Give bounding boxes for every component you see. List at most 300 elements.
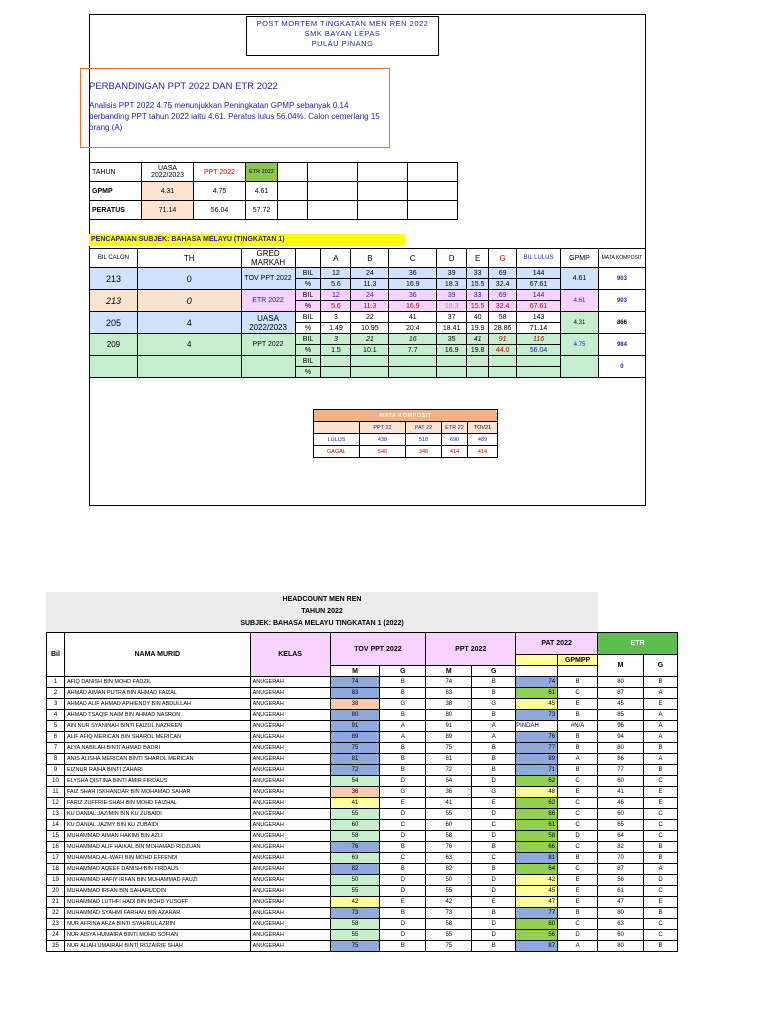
etr-grade: A — [643, 688, 677, 699]
gpmp: 4.61 — [561, 290, 599, 312]
tov-mark: 38 — [330, 699, 380, 710]
row-bil: 5 — [47, 721, 65, 732]
tov-grade: E — [380, 798, 426, 809]
pat-mark: 61 — [516, 820, 558, 831]
ppt-grade: B — [472, 677, 516, 688]
ppt-grade: D — [472, 875, 516, 886]
val: 16 — [389, 334, 437, 345]
row-bil: 24 — [47, 930, 65, 941]
pat-mark: 60 — [516, 919, 558, 930]
val: 1.5 — [321, 345, 351, 356]
ppt-grade: B — [472, 941, 516, 952]
pat-mark: 58 — [516, 831, 558, 842]
row-bil: 18 — [47, 864, 65, 875]
student-row — [47, 776, 678, 787]
val: 18.41 — [437, 323, 467, 334]
val: 16.9 — [437, 345, 467, 356]
mata-komposit: 903 — [598, 290, 645, 312]
val: 12 — [321, 290, 351, 301]
h-etr: ETR — [598, 633, 678, 655]
mata-komposit: 866 — [598, 312, 645, 334]
pat-mark: 45 — [516, 886, 558, 897]
h-kelas: KELAS — [250, 633, 330, 677]
mk-col: PPT 22 — [360, 422, 406, 434]
tov-mark: 80 — [330, 710, 380, 721]
gred-label: PPT 2022 — [241, 334, 295, 356]
student-name: NUR ALIAH UMAIRAH BINTI ROZAIRIE SHAH — [64, 941, 250, 952]
gpmp: 4.61 — [561, 268, 599, 290]
pat-grade: C — [558, 798, 598, 809]
val: 24 — [351, 268, 389, 279]
col-header: C — [389, 249, 437, 268]
ppt-grade: D — [472, 831, 516, 842]
pat-grade: A — [558, 754, 598, 765]
pat-grade: C — [558, 842, 598, 853]
val: 21 — [351, 334, 389, 345]
student-name: KU DANIAL JAZIMIN BIN KU ZUBAIDI — [64, 809, 250, 820]
student-row — [47, 809, 678, 820]
col-header: GPMP — [561, 249, 599, 268]
pat-grade: B — [558, 743, 598, 754]
row-bil: 1 — [47, 677, 65, 688]
student-row — [47, 721, 678, 732]
val: 32.4 — [489, 279, 517, 290]
ppt-mark: 54 — [426, 776, 472, 787]
student-name: ALYA NABILAH BINTI AHMAD BADRI — [64, 743, 250, 754]
tov-grade: B — [380, 743, 426, 754]
tov-mark: 63 — [330, 853, 380, 864]
h-g: G — [472, 666, 516, 677]
col-header: BIL LULUS — [517, 249, 561, 268]
student-name: FARIZ ZUFFRIE SHAH BIN MOHD FAIZHAL — [64, 798, 250, 809]
val: 40 — [467, 312, 489, 323]
etr-mark: 70 — [598, 853, 644, 864]
student-name: NUR AFRINA AFZA BINTI SYAHRUL AZRIN — [64, 919, 250, 930]
pat-grade: C — [558, 919, 598, 930]
row-bil: 3 — [47, 699, 65, 710]
student-name: AHMAD AIMAN PUTRA BIN AHMAD FAIZAL — [64, 688, 250, 699]
student-row — [47, 853, 678, 864]
h-g: G — [643, 655, 677, 677]
tov-grade: D — [380, 886, 426, 897]
ppt-mark: 55 — [426, 809, 472, 820]
summary-cell: 57.72 — [246, 201, 278, 220]
student-row — [47, 820, 678, 831]
etr-grade: C — [643, 919, 677, 930]
perbandingan-body: Analisis PPT 2022 4.75 menunjukkan Peningkatan GPMP sebanyak 0.14 berbanding PPT tahun 2022 iaitu 4.61. Peratus lulus 56.04%. Calon cemerlang 15 orang (A) — [89, 101, 380, 132]
mk-val: 414 — [468, 446, 498, 458]
headcount-line1: HEADCOUNT MEN REN — [282, 596, 362, 603]
val: 7.7 — [389, 345, 437, 356]
row-bil: 4 — [47, 710, 65, 721]
ppt-grade: D — [472, 809, 516, 820]
tov-mark: 50 — [330, 875, 380, 886]
mk-val: 414 — [442, 446, 468, 458]
row-bil: 14 — [47, 820, 65, 831]
student-name: KU DANIAL JAZMY BIN KU ZUBAIDI — [64, 820, 250, 831]
student-row — [47, 688, 678, 699]
report-header — [246, 16, 439, 56]
tov-grade: B — [380, 677, 426, 688]
pat-grade: C — [558, 688, 598, 699]
pct-label: % — [295, 367, 321, 378]
pat-grade: D — [558, 831, 598, 842]
etr-grade: E — [643, 787, 677, 798]
tov-mark: 83 — [330, 688, 380, 699]
pat-grade: E — [558, 897, 598, 908]
student-name: AIN NUR SYANINAH BINTI FAIZUL NAZREEN — [64, 721, 250, 732]
ppt-grade: A — [472, 732, 516, 743]
etr-mark: 80 — [598, 743, 644, 754]
calon-cell: 213 — [90, 268, 138, 290]
etr-grade: C — [643, 930, 677, 941]
pat-mark: 66 — [516, 809, 558, 820]
tov-grade: D — [380, 919, 426, 930]
val: 5.6 — [321, 301, 351, 312]
student-row — [47, 677, 678, 688]
val: 3 — [321, 312, 351, 323]
etr-mark: 41 — [598, 787, 644, 798]
val: 41 — [467, 334, 489, 345]
calon-cell: 205 — [90, 312, 138, 334]
summary-cell: 4.75 — [194, 182, 246, 201]
val: 33 — [467, 290, 489, 301]
etr-grade: B — [643, 908, 677, 919]
ppt-mark: 74 — [426, 677, 472, 688]
ppt-mark: 76 — [426, 842, 472, 853]
etr-grade: B — [643, 743, 677, 754]
th-cell: 0 — [137, 290, 241, 312]
mk-row-label: GAGAL — [314, 446, 360, 458]
val: 3 — [321, 334, 351, 345]
row-bil: 12 — [47, 798, 65, 809]
row-bil: 10 — [47, 776, 65, 787]
student-row — [47, 864, 678, 875]
etr-grade: B — [643, 677, 677, 688]
val: 144 — [517, 290, 561, 301]
tov-mark: 82 — [330, 864, 380, 875]
student-name: FAIZ SHAH ISKHANDAR BIN MOHAMAD SAHAR — [64, 787, 250, 798]
val: 58 — [489, 312, 517, 323]
val: 12 — [321, 268, 351, 279]
bil-label: BIL — [295, 268, 321, 279]
ppt-grade: D — [472, 930, 516, 941]
etr-grade: B — [643, 941, 677, 952]
mk-title: MATA KOMPOSIT — [314, 410, 498, 422]
val: 15.5 — [467, 279, 489, 290]
row-bil: 2 — [47, 688, 65, 699]
etr-grade: B — [643, 765, 677, 776]
ppt-mark: 55 — [426, 886, 472, 897]
headcount-table — [46, 632, 678, 952]
th-cell: 4 — [137, 334, 241, 356]
ppt-grade: D — [472, 886, 516, 897]
ppt-grade: B — [472, 864, 516, 875]
class-name: ANUGERAH — [250, 743, 330, 754]
tov-grade: D — [380, 776, 426, 787]
class-name: ANUGERAH — [250, 677, 330, 688]
val: 144 — [517, 268, 561, 279]
val: 19.9 — [467, 323, 489, 334]
row-bil: 22 — [47, 908, 65, 919]
class-name: ANUGERAH — [250, 809, 330, 820]
h-m: M — [426, 666, 472, 677]
val: 44.0 — [489, 345, 517, 356]
col-header: B — [351, 249, 389, 268]
student-row — [47, 908, 678, 919]
tov-grade: B — [380, 842, 426, 853]
student-name: MUHAMMAD AIMAN HAKIMI BIN AZLI — [64, 831, 250, 842]
val: 11.3 — [351, 279, 389, 290]
student-name: MUHAMMAD SYAHMI FARHAN BIN AZAHAR — [64, 908, 250, 919]
student-row — [47, 875, 678, 886]
class-name: ANUGERAH — [250, 831, 330, 842]
ppt-grade: E — [472, 897, 516, 908]
student-row — [47, 930, 678, 941]
tov-mark: 55 — [330, 809, 380, 820]
tov-grade: G — [380, 699, 426, 710]
h-pat: PAT 2022 — [516, 633, 598, 655]
ppt-mark: 75 — [426, 743, 472, 754]
etr-mark: 46 — [598, 798, 644, 809]
tov-grade: C — [380, 820, 426, 831]
val: 22 — [351, 312, 389, 323]
student-name: MUHAMMAD ALIF HAIKAL BIN MOHAMAD RIDZUAN — [64, 842, 250, 853]
perbandingan-title: PERBANDINGAN PPT 2022 DAN ETR 2022 — [89, 81, 278, 92]
ppt-grade: C — [472, 853, 516, 864]
etr-mark: 87 — [598, 864, 644, 875]
ppt-mark: 72 — [426, 765, 472, 776]
etr-mark: 86 — [598, 754, 644, 765]
summary-cell: PPT 2022 — [194, 163, 246, 182]
student-name: MUHAMMAD AQEEF DANISH BIN FIRDAUS — [64, 864, 250, 875]
tov-mark: 75 — [330, 743, 380, 754]
tov-grade: B — [380, 864, 426, 875]
class-name: ANUGERAH — [250, 765, 330, 776]
ppt-grade: B — [472, 743, 516, 754]
mata-komposit: 903 — [598, 268, 645, 290]
etr-grade: C — [643, 809, 677, 820]
val: 16.9 — [389, 279, 437, 290]
ppt-mark: 75 — [426, 941, 472, 952]
pat-mark: 76 — [516, 732, 558, 743]
val: 39 — [437, 290, 467, 301]
val: 16.9 — [389, 301, 437, 312]
etr-mark: 85 — [598, 710, 644, 721]
pat-grade: E — [558, 875, 598, 886]
header-line1: POST MORTEM TINGKATAN MEN REN 2022 — [256, 19, 429, 28]
val: 18.3 — [437, 301, 467, 312]
ppt-grade: D — [472, 776, 516, 787]
class-name: ANUGERAH — [250, 721, 330, 732]
pat-mark: 74 — [516, 677, 558, 688]
ppt-grade: B — [472, 688, 516, 699]
val: 69 — [489, 290, 517, 301]
etr-mark: 47 — [598, 897, 644, 908]
row-bil: 13 — [47, 809, 65, 820]
val: 32.4 — [489, 301, 517, 312]
class-name: ANUGERAH — [250, 897, 330, 908]
student-name: AHMAD TSAQIF NAIM BIN AHMAD NASRON — [64, 710, 250, 721]
tov-mark: 55 — [330, 930, 380, 941]
gred-label: ETR 2022 — [241, 290, 295, 312]
val: 15.5 — [467, 301, 489, 312]
header-line3: PULAU PINANG — [311, 39, 374, 48]
etr-grade: D — [643, 875, 677, 886]
ppt-mark: 38 — [426, 699, 472, 710]
row-bil: 23 — [47, 919, 65, 930]
student-name: ELYSHA QISTINA BINTI AMIR FIRDAUS — [64, 776, 250, 787]
pat-mark: 62 — [516, 798, 558, 809]
etr-mark: 96 — [598, 721, 644, 732]
tov-grade: D — [380, 831, 426, 842]
tov-grade: G — [380, 787, 426, 798]
ppt-grade: G — [472, 699, 516, 710]
pat-mark: 89 — [516, 754, 558, 765]
pat-mark: 48 — [516, 787, 558, 798]
ppt-mark: 91 — [426, 721, 472, 732]
class-name: ANUGERAH — [250, 941, 330, 952]
row-bil: 21 — [47, 897, 65, 908]
tov-mark: 81 — [330, 754, 380, 765]
student-row — [47, 732, 678, 743]
col-header: GRED MARKAH — [241, 249, 295, 268]
mk-col: PAT 22 — [406, 422, 442, 434]
student-name: MUHAMMAD HAFIY IRFAN BIN MUHAMMAD FAUZI — [64, 875, 250, 886]
etr-grade: C — [643, 886, 677, 897]
class-name: ANUGERAH — [250, 864, 330, 875]
ppt-mark: 81 — [426, 754, 472, 765]
h-ppt: PPT 2022 — [426, 633, 516, 666]
class-name: ANUGERAH — [250, 875, 330, 886]
etr-mark: 64 — [598, 831, 644, 842]
row-bil: 25 — [47, 941, 65, 952]
etr-grade: A — [643, 864, 677, 875]
val: 36 — [389, 290, 437, 301]
pat-grade: C — [558, 864, 598, 875]
tov-grade: B — [380, 765, 426, 776]
val: 11.3 — [351, 301, 389, 312]
etr-grade: E — [643, 699, 677, 710]
ppt-mark: 41 — [426, 798, 472, 809]
h-m: M — [598, 655, 644, 677]
tov-grade: B — [380, 688, 426, 699]
etr-grade: B — [643, 842, 677, 853]
summary-cell: UASA 2022/2023 — [142, 163, 194, 182]
student-row — [47, 941, 678, 952]
student-row — [47, 699, 678, 710]
pat-mark: 81 — [516, 853, 558, 864]
tov-mark: 36 — [330, 787, 380, 798]
val: 20.4 — [389, 323, 437, 334]
student-row — [47, 897, 678, 908]
val: 28.86 — [489, 323, 517, 334]
ppt-mark: 42 — [426, 897, 472, 908]
val: 33 — [467, 268, 489, 279]
col-header: A — [321, 249, 351, 268]
calon-cell: 213 — [90, 290, 138, 312]
pat-mark: 56 — [516, 930, 558, 941]
pat-mark: 42 — [516, 875, 558, 886]
pat-mark: 71 — [516, 765, 558, 776]
student-row — [47, 710, 678, 721]
ppt-grade: B — [472, 842, 516, 853]
col-header: E — [467, 249, 489, 268]
class-name: ANUGERAH — [250, 732, 330, 743]
summary-cell: TAHUN — [90, 163, 142, 182]
mata-komposit: 0 — [598, 356, 645, 378]
th-cell: 0 — [137, 268, 241, 290]
val: 10.95 — [351, 323, 389, 334]
val: 24 — [351, 290, 389, 301]
ppt-mark: 63 — [426, 853, 472, 864]
summary-cell: ETR 2022 — [246, 163, 278, 182]
th-cell: 4 — [137, 312, 241, 334]
val: 19.8 — [467, 345, 489, 356]
student-row — [47, 842, 678, 853]
tov-grade: B — [380, 754, 426, 765]
etr-mark: 61 — [598, 886, 644, 897]
h-gpmpp: GPMPP — [558, 655, 598, 666]
etr-grade: C — [643, 776, 677, 787]
row-bil: 20 — [47, 886, 65, 897]
mata-komposit-table — [313, 409, 498, 458]
student-row — [47, 886, 678, 897]
val: 35 — [437, 334, 467, 345]
pat-grade: A — [558, 941, 598, 952]
bil-label: BIL — [295, 312, 321, 323]
tov-mark: 58 — [330, 919, 380, 930]
student-row — [47, 743, 678, 754]
etr-mark: 87 — [598, 688, 644, 699]
summary-cell: 4.61 — [246, 182, 278, 201]
summary-cell: PERATUS — [90, 201, 142, 220]
tov-grade: E — [380, 897, 426, 908]
ppt-grade: D — [472, 919, 516, 930]
mk-col: TOV21 — [468, 422, 498, 434]
gred-label: TOV PPT 2022 — [241, 268, 295, 290]
student-name: ALIF AFIQ MERICAN BIN SHAROL MERICAN — [64, 732, 250, 743]
student-name: AFIQ DANISH BIN MOHD FADZIL — [64, 677, 250, 688]
etr-mark: 45 — [598, 699, 644, 710]
val: 39 — [437, 268, 467, 279]
etr-grade: E — [643, 897, 677, 908]
class-name: ANUGERAH — [250, 842, 330, 853]
etr-mark: 80 — [598, 941, 644, 952]
row-bil: 17 — [47, 853, 65, 864]
row-bil: 11 — [47, 787, 65, 798]
val: 56.04 — [517, 345, 561, 356]
ppt-mark: 80 — [426, 710, 472, 721]
etr-mark: 77 — [598, 765, 644, 776]
tov-mark: 55 — [330, 886, 380, 897]
val: 67.61 — [517, 279, 561, 290]
col-header: BIL CALON — [90, 249, 138, 268]
student-row — [47, 765, 678, 776]
pat-mark: 64 — [516, 864, 558, 875]
class-name: ANUGERAH — [250, 754, 330, 765]
class-name: ANUGERAH — [250, 798, 330, 809]
mk-val: 438 — [360, 434, 406, 446]
val: 143 — [517, 312, 561, 323]
class-name: ANUGERAH — [250, 710, 330, 721]
perbandingan-box — [80, 68, 390, 148]
tov-mark: 89 — [330, 732, 380, 743]
student-name: MUHAMMAD IRFAN BIN SAHARUDDIN — [64, 886, 250, 897]
ppt-mark: 82 — [426, 864, 472, 875]
pat-mark: PINDAH — [516, 721, 558, 732]
tov-mark: 91 — [330, 721, 380, 732]
